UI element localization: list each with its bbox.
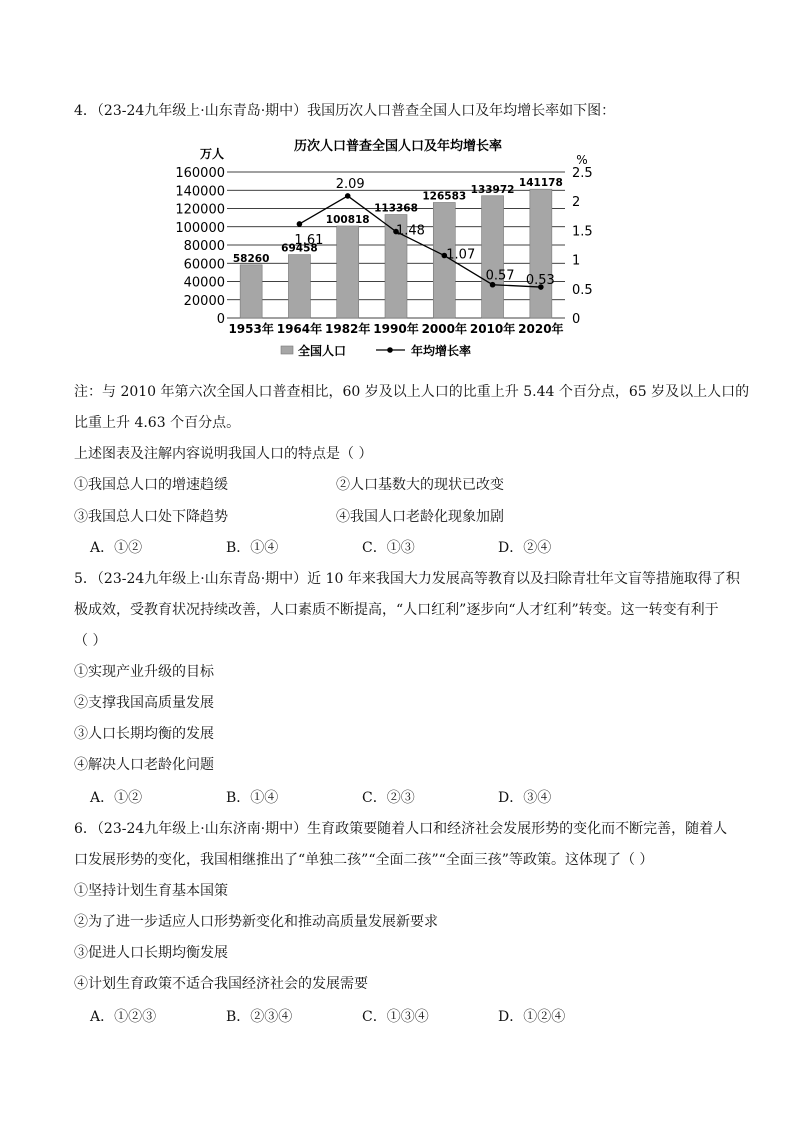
q4-option-a[interactable]: A．①②: [90, 540, 143, 556]
q4-question: 上述图表及注解内容说明我国人口的特点是（ ）: [74, 446, 373, 462]
population-bar: [240, 265, 262, 318]
q5-item-1: ①实现产业升级的目标: [74, 664, 214, 680]
chart-legend: [281, 343, 471, 358]
y-right-tick-label: 0.5: [572, 282, 593, 298]
x-tick-label: 1964年: [276, 322, 323, 336]
y-axis-ticks: [175, 166, 225, 327]
x-tick-label: 1990年: [373, 322, 419, 336]
q6-option-d[interactable]: D．①②④: [498, 1009, 566, 1025]
y-tick-label: 40000: [183, 275, 225, 291]
x-tick-label: 1953年: [228, 322, 274, 336]
bar-value-label: 133972: [470, 183, 515, 196]
growth-rate-label: 1.48: [396, 223, 425, 239]
q6-stem-line1: 6．（23-24九年级上·山东济南·期中）生育政策要随着人口和经济社会发展形势的变化而不断完善，随着人: [74, 821, 728, 837]
y-tick-label: 160000: [175, 166, 225, 181]
q6-item-2: ②为了进一步适应人口形势新变化和推动高质量发展新要求: [74, 914, 438, 930]
growth-rate-label: 2.09: [335, 176, 365, 192]
y-tick-label: 100000: [175, 220, 225, 236]
q5-stem-line2: 极成效，受教育状况持续改善，人口素质不断提高，“人口红利”逐步向“人才红利”转变。这一转变有利于: [74, 602, 719, 618]
q4-items-row1: [74, 475, 724, 495]
growth-rate-point: [345, 193, 351, 199]
y-tick-label: 20000: [183, 293, 225, 309]
growth-rate-label: 0.53: [525, 273, 555, 289]
q4-stem: 4．（23-24九年级上·山东青岛·期中）我国历次人口普查全国人口及年均增长率如下图：: [74, 103, 616, 119]
population-bar: [337, 226, 359, 318]
bar-value-label: 126583: [422, 190, 467, 203]
x-tick-label: 1982年: [325, 322, 371, 336]
chart-title: 历次人口普查全国人口及年均增长率: [293, 139, 503, 154]
bar-value-label: 100818: [325, 214, 370, 227]
y-axis-label: 万人: [199, 147, 225, 161]
q5-item-3: ③人口长期均衡的发展: [74, 726, 214, 742]
q5-option-c[interactable]: C．②③: [362, 790, 415, 806]
y-tick-label: 140000: [175, 184, 225, 200]
y-axis-right-ticks: [572, 166, 593, 327]
bar-value-label: 141178: [518, 177, 563, 190]
y-axis-right-label: %: [576, 153, 588, 167]
y-right-tick-label: 0: [572, 312, 581, 327]
q6-option-a[interactable]: A．①②③: [90, 1009, 157, 1025]
q6-item-3: ③促进人口长期均衡发展: [74, 945, 228, 961]
population-chart: [170, 133, 620, 365]
q4-item-4: ④我国人口老龄化现象加剧: [336, 509, 504, 525]
growth-rate-label: 1.07: [446, 247, 476, 263]
x-tick-label: 2010年: [469, 322, 516, 336]
q4-items-row2: [74, 507, 724, 527]
growth-rate-point: [297, 221, 303, 227]
y-right-tick-label: 1: [572, 253, 581, 269]
legend-bar-label: 全国人口: [298, 344, 347, 358]
legend-bar-swatch: [281, 346, 293, 354]
y-right-tick-label: 1.5: [572, 224, 593, 240]
q6-item-4: ④计划生育政策不适合我国经济社会的发展需要: [74, 976, 368, 992]
q6-option-c[interactable]: C．①③④: [362, 1009, 429, 1025]
population-bar: [482, 196, 504, 318]
x-axis-ticks: [228, 321, 563, 336]
q5-item-2: ②支撑我国高质量发展: [74, 695, 214, 711]
q5-item-4: ④解决人口老龄化问题: [74, 757, 214, 773]
bar-value-label: 113368: [374, 202, 418, 215]
y-tick-label: 0: [216, 312, 225, 327]
population-bar: [530, 189, 552, 318]
q5-option-b[interactable]: B．①④: [226, 790, 279, 806]
y-tick-label: 60000: [183, 257, 225, 273]
q4-note-line1: 注：与 2010 年第六次全国人口普查相比，60 岁及以上人口的比重上升 5.44 个百分点，65 岁及以上人口的: [74, 384, 750, 400]
y-right-tick-label: 2: [572, 195, 581, 211]
q5-stem-line3: （ ）: [74, 633, 107, 649]
q4-item-3: ③我国总人口处下降趋势: [74, 509, 228, 525]
q5-options: [90, 788, 551, 808]
growth-rate-label: 1.61: [294, 232, 324, 248]
y-tick-label: 120000: [175, 202, 225, 218]
y-right-tick-label: 2.5: [572, 166, 593, 181]
growth-rate-label: 0.57: [485, 268, 515, 284]
q4-option-d[interactable]: D．②④: [498, 540, 552, 556]
q6-item-1: ①坚持计划生育基本国策: [74, 883, 228, 899]
y-tick-label: 80000: [183, 239, 225, 254]
legend-line-label: 年均增长率: [411, 344, 472, 358]
bar-value-label: 58260: [232, 252, 270, 265]
x-tick-label: 2000年: [421, 322, 467, 336]
q4-item-2: ②人口基数大的现状已改变: [336, 477, 504, 493]
q6-option-b[interactable]: B．②③④: [226, 1009, 293, 1025]
q4-note-line2: 比重上升 4.63 个百分点。: [74, 415, 241, 431]
bar-value-label: 69458: [281, 242, 318, 255]
x-tick-label: 2020年: [518, 322, 564, 336]
q4-item-1: ①我国总人口的增速趋缓: [74, 477, 228, 493]
q4-option-c[interactable]: C．①③: [362, 540, 415, 556]
q5-stem-line1: 5．（23-24九年级上·山东青岛·期中）近 10 年来我国大力发展高等教育以及扫除青壮年文盲等措施取得了积: [74, 571, 740, 587]
q6-options: [90, 1007, 565, 1027]
legend-line-marker: [387, 347, 393, 353]
population-bar: [288, 255, 310, 318]
q5-option-d[interactable]: D．③④: [498, 790, 552, 806]
q4-option-b[interactable]: B．①④: [226, 540, 279, 556]
q4-options: [90, 538, 551, 558]
q5-option-a[interactable]: A．①②: [90, 790, 143, 806]
q6-stem-line2: 口发展形势的变化，我国相继推出了“单独二孩”“全面二孩”“全面三孩”等政策。这体现了（ ）: [74, 852, 654, 868]
